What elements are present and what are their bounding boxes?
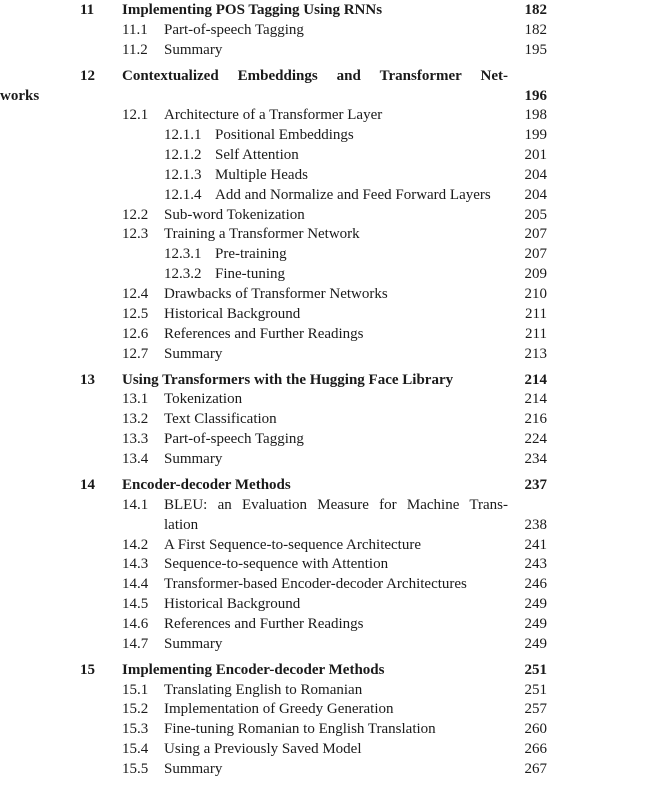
entry-title[interactable]: Fine-tuning — [215, 266, 285, 283]
entry-number: 15.4 — [122, 741, 149, 758]
entry-page-number[interactable]: 266 — [524, 741, 547, 758]
toc-entry-section[interactable] — [0, 496, 672, 516]
entry-number: 14.3 — [122, 556, 149, 573]
entry-page-number[interactable]: 237 — [524, 476, 547, 493]
entry-page-number[interactable]: 198 — [524, 107, 547, 124]
entry-title[interactable]: Implementing POS Tagging Using RNNs — [122, 2, 383, 18]
entry-page-number[interactable]: 207 — [524, 246, 547, 263]
entry-title[interactable]: Positional Embeddings — [215, 127, 354, 144]
entry-title[interactable]: Using a Previously Saved Model — [164, 741, 362, 758]
entry-title[interactable]: Summary — [164, 345, 223, 362]
toc-entry-subsection[interactable] — [0, 166, 672, 186]
toc-entry-section[interactable] — [0, 595, 672, 615]
entry-title[interactable]: Encoder-decoder Methods — [122, 476, 291, 493]
toc-entry-section[interactable] — [0, 575, 672, 595]
entry-page-number[interactable]: 195 — [524, 41, 547, 58]
entry-number: 15.2 — [122, 701, 149, 718]
entry-page-number[interactable]: 201 — [524, 147, 547, 164]
entry-title[interactable]: Historical Background — [164, 596, 301, 613]
entry-number: 11.1 — [122, 21, 148, 38]
entry-title[interactable]: Summary — [164, 635, 223, 652]
entry-number: 15 — [80, 661, 95, 678]
entry-number: 11.2 — [122, 41, 148, 58]
entry-page-number[interactable]: 207 — [524, 226, 547, 243]
toc-entry-section[interactable] — [0, 635, 672, 655]
entry-title[interactable]: Contextualized Embeddings and Transformer Net- — [122, 67, 508, 84]
entry-number: 14.6 — [122, 615, 149, 632]
entry-number: 14 — [80, 476, 95, 493]
entry-title[interactable]: Sequence-to-sequence with Attention — [164, 556, 389, 573]
toc-entry-section[interactable] — [0, 106, 672, 126]
entry-page-number[interactable]: 211 — [525, 325, 547, 342]
entry-page-number[interactable]: 213 — [524, 345, 547, 362]
toc-entry-subsection[interactable] — [0, 146, 672, 166]
entry-page-number[interactable]: 205 — [524, 206, 547, 223]
entry-title[interactable]: Architecture of a Transformer Layer — [164, 107, 383, 124]
toc-entry-chapter[interactable] — [0, 87, 672, 107]
entry-page-number[interactable]: 182 — [524, 2, 547, 18]
entry-title[interactable]: Text Classification — [164, 411, 277, 428]
entry-title[interactable]: Summary — [164, 760, 223, 777]
entry-page-number[interactable]: 224 — [524, 431, 547, 448]
entry-page-number[interactable]: 214 — [524, 391, 547, 408]
entry-number: 12.1.3 — [164, 166, 202, 183]
entry-page-number[interactable]: 249 — [524, 615, 547, 632]
toc-entry-section[interactable] — [0, 555, 672, 575]
entry-title[interactable]: Translating English to Romanian — [164, 681, 363, 698]
entry-number: 12.6 — [122, 325, 149, 342]
entry-number: 14.4 — [122, 576, 149, 593]
entry-page-number[interactable]: 199 — [524, 127, 547, 144]
entry-number: 13.3 — [122, 431, 149, 448]
entry-title[interactable]: Using Transformers with the Hugging Face Library — [122, 371, 454, 388]
entry-number: 12.4 — [122, 286, 149, 302]
toc-entry-subsection[interactable] — [0, 265, 672, 285]
toc-entry-chapter[interactable] — [0, 371, 672, 391]
entry-title[interactable]: Part-of-speech Tagging — [164, 431, 304, 448]
entry-title[interactable]: Implementing Encoder-decoder Methods — [122, 661, 385, 678]
entry-page-number[interactable]: 246 — [524, 576, 547, 593]
entry-page-number[interactable]: 204 — [524, 186, 547, 203]
toc-entry-section[interactable] — [0, 450, 672, 470]
toc-entry-section[interactable] — [0, 760, 672, 780]
entry-page-number[interactable]: 182 — [524, 21, 547, 38]
entry-title[interactable]: Part-of-speech Tagging — [164, 21, 304, 38]
toc-entry-chapter[interactable] — [0, 476, 672, 496]
toc-entry-section[interactable] — [0, 720, 672, 740]
entry-page-number[interactable]: 251 — [524, 661, 547, 678]
entry-number: 15.1 — [122, 681, 149, 698]
toc-entry-section[interactable] — [0, 516, 672, 536]
entry-page-number[interactable]: 243 — [524, 556, 547, 573]
entry-number: 14.1 — [122, 496, 149, 513]
entry-number: 12.5 — [122, 305, 149, 322]
entry-page-number[interactable]: 209 — [524, 266, 547, 283]
entry-page-number[interactable]: 196 — [524, 87, 547, 104]
toc-entry-section[interactable] — [0, 390, 672, 410]
entry-number: 14.7 — [122, 635, 149, 652]
table-of-contents — [0, 1, 672, 780]
entry-number: 13.4 — [122, 450, 149, 467]
entry-number: 12.1.2 — [164, 147, 202, 164]
entry-title[interactable]: lation — [164, 516, 199, 533]
entry-page-number[interactable]: 260 — [524, 721, 547, 738]
entry-number: 12.3.1 — [164, 246, 202, 263]
entry-page-number[interactable]: 211 — [525, 305, 547, 322]
toc-entry-section[interactable] — [0, 700, 672, 720]
entry-title[interactable]: References and Further Readings — [164, 615, 364, 632]
toc-entry-section[interactable] — [0, 41, 672, 61]
toc-entry-chapter[interactable] — [0, 661, 672, 681]
entry-page-number[interactable]: 241 — [524, 536, 547, 553]
entry-page-number[interactable]: 238 — [524, 516, 547, 533]
entry-page-number[interactable]: 249 — [524, 635, 547, 652]
entry-title[interactable]: Summary — [164, 450, 223, 467]
entry-number: 14.5 — [122, 596, 149, 613]
entry-number: 12.1.4 — [164, 186, 202, 203]
entry-page-number[interactable]: 251 — [524, 681, 547, 698]
entry-number: 11 — [80, 2, 95, 18]
entry-number: 12.2 — [122, 206, 149, 223]
entry-title[interactable]: Fine-tuning Romanian to English Translation — [164, 721, 436, 738]
entry-number: 12.7 — [122, 345, 149, 362]
entry-number: 15.3 — [122, 721, 149, 738]
toc-entry-section[interactable] — [0, 225, 672, 245]
entry-title[interactable]: Summary — [164, 41, 223, 58]
entry-page-number[interactable]: 214 — [524, 371, 547, 388]
toc-entry-section[interactable] — [0, 740, 672, 760]
entry-title[interactable]: works — [0, 87, 40, 104]
entry-page-number[interactable]: 204 — [524, 166, 547, 183]
toc-entry-section[interactable] — [0, 21, 672, 41]
toc-entry-section[interactable] — [0, 615, 672, 635]
entry-title[interactable]: BLEU: an Evaluation Measure for Machine Trans- — [164, 496, 508, 513]
entry-number: 12 — [80, 67, 95, 84]
toc-entry-section[interactable] — [0, 430, 672, 450]
entry-number: 13 — [80, 371, 95, 388]
entry-page-number[interactable]: 210 — [524, 286, 547, 302]
toc-entry-subsection[interactable] — [0, 186, 672, 206]
entry-number: 14.2 — [122, 536, 149, 553]
entry-number: 15.5 — [122, 760, 149, 777]
entry-title[interactable]: Training a Transformer Network — [164, 226, 360, 243]
entry-page-number[interactable]: 234 — [524, 450, 547, 467]
toc-entry-chapter[interactable] — [0, 67, 672, 87]
entry-title[interactable]: Self Attention — [215, 147, 299, 164]
entry-number: 12.3.2 — [164, 266, 202, 283]
entry-number: 12.3 — [122, 226, 149, 243]
toc-entry-section[interactable] — [0, 536, 672, 556]
entry-title[interactable]: Multiple Heads — [215, 166, 308, 183]
entry-title[interactable]: Drawbacks of Transformer Networks — [164, 286, 388, 302]
entry-number: 13.1 — [122, 391, 149, 408]
entry-title[interactable]: A First Sequence-to-sequence Architecture — [164, 536, 421, 553]
toc-entry-section[interactable] — [0, 206, 672, 226]
entry-title[interactable]: Add and Normalize and Feed Forward Layers — [215, 186, 491, 203]
toc-entry-section[interactable] — [0, 345, 672, 365]
entry-title[interactable]: Transformer-based Encoder-decoder Architectures — [164, 576, 467, 593]
entry-title[interactable]: Sub-word Tokenization — [164, 206, 305, 223]
toc-entry-subsection[interactable] — [0, 245, 672, 265]
entry-page-number[interactable]: 257 — [524, 701, 547, 718]
toc-entry-chapter[interactable] — [0, 1, 672, 21]
entry-number: 13.2 — [122, 411, 149, 428]
entry-title[interactable]: References and Further Readings — [164, 325, 364, 342]
entry-title[interactable]: Pre-training — [215, 246, 287, 263]
toc-entry-section[interactable] — [0, 681, 672, 701]
entry-page-number[interactable]: 267 — [524, 760, 547, 777]
toc-entry-section[interactable] — [0, 325, 672, 345]
entry-page-number[interactable]: 216 — [524, 411, 547, 428]
toc-entry-section[interactable] — [0, 410, 672, 430]
entry-title[interactable]: Implementation of Greedy Generation — [164, 701, 394, 718]
entry-page-number[interactable]: 249 — [524, 596, 547, 613]
toc-entry-subsection[interactable] — [0, 126, 672, 146]
entry-number: 12.1.1 — [164, 127, 202, 144]
entry-number: 12.1 — [122, 107, 149, 124]
toc-entry-section[interactable] — [0, 285, 672, 305]
entry-title[interactable]: Historical Background — [164, 305, 301, 322]
entry-title[interactable]: Tokenization — [164, 391, 243, 408]
toc-entry-section[interactable] — [0, 305, 672, 325]
